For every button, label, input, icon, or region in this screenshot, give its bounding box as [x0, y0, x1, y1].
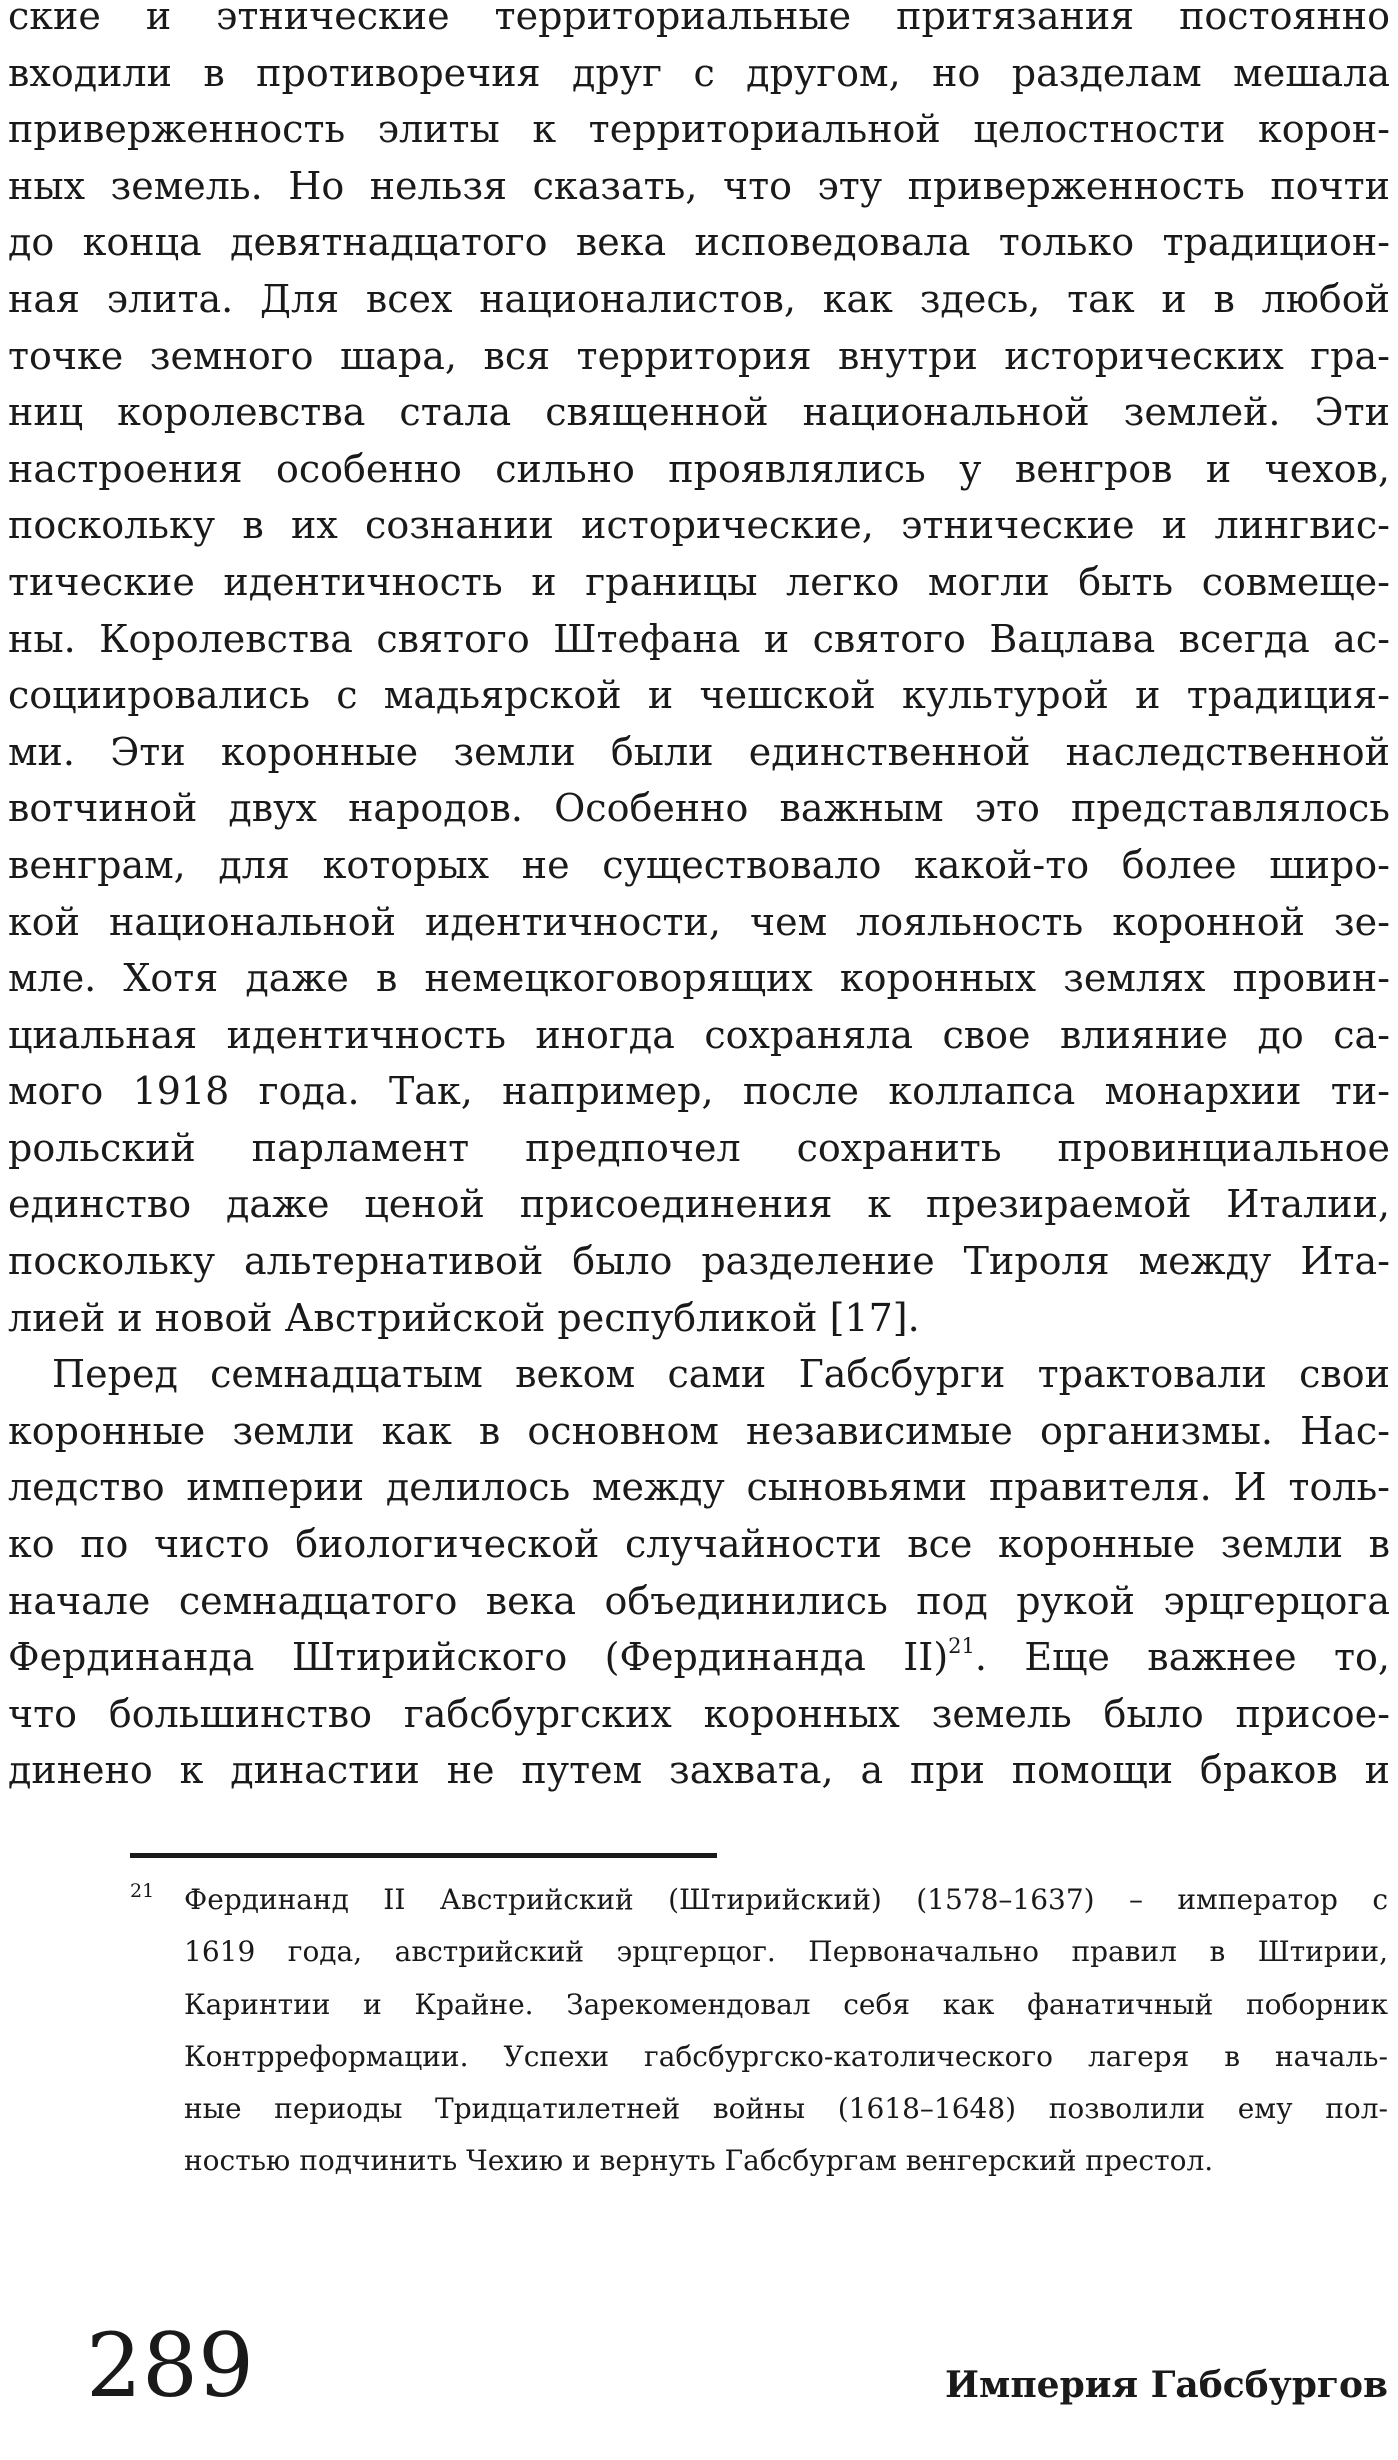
text-line: коронные земли как в основном независимые организмы. Нас- [8, 1408, 1390, 1453]
text-line: мого 1918 года. Так, например, после коллапса монархии ти- [8, 1069, 1390, 1114]
text-line: ми. Эти коронные земли были единственной наследственной [8, 729, 1390, 774]
footnote-reference[interactable]: 21 [948, 1634, 975, 1659]
text-line: вотчиной двух народов. Особенно важным это представлялось [8, 786, 1390, 831]
text-line: социировались с мадьярской и чешской культурой и традиция- [8, 673, 1390, 718]
paragraph-end-line: лией и новой Австрийской республикой [17]. [8, 1295, 920, 1340]
text-line: единство даже ценой присоединения к презираемой Италии, [8, 1182, 1390, 1227]
text-line: начале семнадцатого века объединились под рукой эрцгерцога [8, 1578, 1390, 1623]
text-line: ны. Королевства святого Штефана и святого Вацлава всегда ас- [8, 616, 1390, 661]
footnote-text: Фердинанд II Австрийский (Штирийский) (1578–1637) – император с [184, 1883, 1388, 1916]
text-line: поскольку альтернативой было разделение Тироля между Ита- [8, 1239, 1390, 1284]
text-line: ниц королевства стала священной национальной землей. Эти [8, 390, 1390, 435]
text-line: рольский парламент предпочел сохранить провинциальное [8, 1125, 1390, 1170]
footnote-line: Каринтии и Крайне. Зарекомендовал себя как фанатичный поборник [184, 1987, 1388, 2021]
paragraph-first-line: Перед семнадцатым веком сами Габсбурги трактовали свои [52, 1352, 1390, 1397]
text-line: циальная идентичность иногда сохраняла свое влияние до са- [8, 1012, 1390, 1057]
footnote-line [130, 1874, 1388, 1926]
text-line: динено к династии не путем захвата, а при помощи браков и [8, 1748, 1390, 1793]
text-line: настроения особенно сильно проявлялись у венгров и чехов, [8, 446, 1390, 491]
text-segment: Фердинанда Штирийского (Фердинанда II) [8, 1635, 949, 1680]
text-line: поскольку в их сознании исторические, этнические и лингвис- [8, 503, 1390, 548]
text-line: тические идентичность и границы легко могли быть совмеще- [8, 559, 1390, 604]
page-number: 289 [86, 2314, 254, 2417]
footnote-marker: 21 [130, 1880, 155, 1902]
running-title: Империя Габсбургов [945, 2364, 1388, 2406]
text-line: ная элита. Для всех националистов, как здесь, так и в любой [8, 276, 1390, 321]
text-line: кой национальной идентичности, чем лояльность коронной зе- [8, 899, 1390, 944]
text-line-with-footnote [8, 1629, 1390, 1686]
text-line: ские и этнические территориальные притязания постоянно [8, 0, 1390, 38]
text-line: что большинство габсбургских коронных земель было присое- [8, 1691, 1390, 1736]
text-line: входили в противоречия друг с другом, но разделам мешала [8, 50, 1390, 95]
text-segment: . Еще важнее то, [974, 1635, 1390, 1680]
text-line: венграм, для которых не существовало какой-то более широ- [8, 842, 1390, 887]
text-line: ко по чисто биологической случайности все коронные земли в [8, 1522, 1390, 1567]
text-line: мле. Хотя даже в немецкоговорящих коронных землях провин- [8, 956, 1390, 1001]
text-line: приверженность элиты к территориальной целостности корон- [8, 107, 1390, 152]
text-line: ледство империи делилось между сыновьями правителя. И толь- [8, 1465, 1390, 1510]
footnote-line: Контрреформации. Успехи габсбургско-католического лагеря в началь- [184, 2039, 1388, 2073]
main-text [8, 0, 1390, 1799]
text-line: до конца девятнадцатого века исповедовала только традицион- [8, 220, 1390, 265]
footnote-line: 1619 года, австрийский эрцгерцог. Первоначально правил в Штирии, [184, 1935, 1388, 1969]
footnote-divider [130, 1853, 717, 1858]
footnote [130, 1874, 1388, 2188]
text-line: ных земель. Но нельзя сказать, что эту приверженность почти [8, 163, 1390, 208]
footnote-line: ностью подчинить Чехию и вернуть Габсбургам венгерский престол. [184, 2144, 1214, 2178]
footnote-line: ные периоды Тридцатилетней войны (1618–1648) позволили ему пол- [184, 2092, 1388, 2126]
text-line: точке земного шара, вся территория внутри исторических гра- [8, 333, 1390, 378]
